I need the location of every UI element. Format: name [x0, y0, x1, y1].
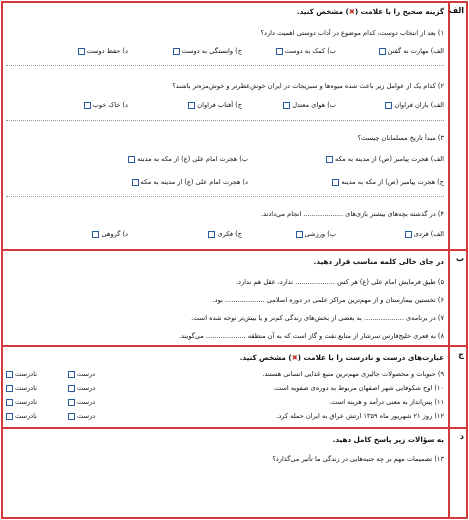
- false-option[interactable]: نادرست: [6, 398, 37, 406]
- true-checkbox[interactable]: [68, 399, 75, 406]
- question-text: ۱۳) تصمیمات مهم بر چه جنبه‌هایی در زندگی ما تأثیر می‌گذارد؟: [272, 455, 444, 463]
- statement-text: ۱۱) پس‌انداز به معنی درآمد و هزینه است.: [329, 398, 444, 406]
- fill-blank-item: ۶) نخستین بیمارستان و از مهم‌ترین مراکز علمی در دوره اسلامی ................... بود.: [212, 296, 444, 304]
- option-checkbox[interactable]: [296, 231, 303, 238]
- true-option[interactable]: درست: [68, 412, 95, 420]
- true-false-row: [6, 412, 444, 422]
- false-checkbox[interactable]: [6, 399, 13, 406]
- option-checkbox[interactable]: [208, 231, 215, 238]
- answer-option[interactable]: د) گروهی: [92, 230, 128, 238]
- answer-option[interactable]: الف) هجرت پیامبر (ص) از مدینه به مکه: [326, 155, 444, 163]
- section-letter: ب: [455, 254, 464, 263]
- answer-option[interactable]: ب) کمک به دوست: [276, 47, 336, 55]
- divider: [6, 65, 444, 66]
- section-letter-column: [448, 429, 466, 517]
- option-checkbox[interactable]: [326, 156, 333, 163]
- option-checkbox[interactable]: [78, 48, 85, 55]
- option-checkbox[interactable]: [92, 231, 99, 238]
- true-checkbox[interactable]: [68, 385, 75, 392]
- section-c: [3, 347, 466, 429]
- true-false-row: [6, 384, 444, 394]
- answer-option[interactable]: ج) هجرت پیامبر (ص) از مکه به مدینه: [332, 178, 444, 186]
- question-text: ۳) مبدأ تاریخ مسلمانان چیست؟: [357, 134, 444, 142]
- question-text: ۱) بعد از انتخاب دوست، کدام موضوع در آداب دوستی اهمیت دارد؟: [260, 29, 444, 37]
- fill-blank-item: ۸) به قعری خلیج‌فارس سرشار از منابع نفت و گاز است که به آن منطقه ................... می‌گویند.: [178, 332, 444, 340]
- answer-option[interactable]: ج) وابستگی به دوست: [173, 47, 242, 55]
- false-option[interactable]: نادرست: [6, 412, 37, 420]
- cross-mark-icon: ✖: [348, 7, 355, 16]
- statement-text: ۱۲) روز ۲۱ شهریور ماه ۱۳۵۹ ارتش عراق به ایران حمله کرد.: [276, 412, 444, 420]
- false-checkbox[interactable]: [6, 371, 13, 378]
- divider: [6, 120, 444, 121]
- answer-option[interactable]: د) خاک خوب: [84, 101, 128, 109]
- option-checkbox[interactable]: [173, 48, 180, 55]
- option-checkbox[interactable]: [132, 179, 139, 186]
- option-checkbox[interactable]: [379, 48, 386, 55]
- answer-option[interactable]: د) هجرت امام علی (ع) از مدینه به مکه: [132, 178, 248, 186]
- question-text: ۴) در گذشته بچه‌های بیشتر بازی‌های ................... انجام می‌دادند.: [260, 210, 444, 218]
- true-option[interactable]: درست: [68, 398, 95, 406]
- true-checkbox[interactable]: [68, 413, 75, 420]
- section-letter: الف: [448, 6, 464, 15]
- section-letter-column: [448, 347, 466, 427]
- statement-text: ۹) حبوبات و محصولات جالیزی مهم‌ترین منبع غذایی انسانی هستند.: [262, 370, 444, 378]
- option-checkbox[interactable]: [385, 102, 392, 109]
- false-checkbox[interactable]: [6, 385, 13, 392]
- true-option[interactable]: درست: [68, 384, 95, 392]
- option-checkbox[interactable]: [276, 48, 283, 55]
- false-option[interactable]: نادرست: [6, 370, 37, 378]
- true-checkbox[interactable]: [68, 371, 75, 378]
- section-letter: د: [459, 432, 464, 441]
- section-letter: ج: [458, 350, 464, 359]
- section-heading: گزینه صحیح را با علامت (✖) مشخص کنید.: [296, 7, 444, 16]
- answer-option[interactable]: ب) هوای معتدل: [283, 101, 336, 109]
- true-false-row: [6, 370, 444, 380]
- section-heading: در جای خالی کلمه مناسب قرار دهید.: [313, 257, 444, 266]
- answer-option[interactable]: ج) آفتاب فراوان: [188, 101, 242, 109]
- answer-option[interactable]: د) حفظ دوست: [78, 47, 129, 55]
- answer-option[interactable]: ب) ورزشی: [296, 230, 336, 238]
- answer-option[interactable]: ج) فکری: [208, 230, 242, 238]
- exam-sheet: [1, 1, 468, 519]
- section-heading: عبارت‌های درست و نادرست را با علامت (✖) مشخص کنید.: [239, 353, 444, 362]
- option-checkbox[interactable]: [405, 231, 412, 238]
- section-letter-column: [448, 3, 466, 249]
- section-d: [3, 429, 466, 517]
- answer-option[interactable]: ب) هجرت امام علی (ع) از مکه به مدینه: [128, 155, 248, 163]
- statement-text: ۱۰) اوج شکوفایی شهر اصفهان مربوط به دوره‌ی صفویه است.: [272, 384, 444, 392]
- fill-blank-item: ۷) در برنامه‌ی ................... به بعضی از بخش‌های زندگی کم‌تر و یا بیش‌تر توجه شده است.: [191, 314, 444, 322]
- option-checkbox[interactable]: [283, 102, 290, 109]
- true-option[interactable]: درست: [68, 370, 95, 378]
- option-checkbox[interactable]: [128, 156, 135, 163]
- question-text: ۲) کدام یک از عوامل زیر باعث شده میوه‌ها و سبزیجات در ایران خوش‌عطرتر و خوش‌مزه‌تر باشند؟: [172, 82, 444, 90]
- true-false-row: [6, 398, 444, 408]
- section-a: [3, 3, 466, 251]
- section-letter-column: [448, 251, 466, 345]
- divider: [6, 196, 444, 197]
- section-b: [3, 251, 466, 347]
- false-checkbox[interactable]: [6, 413, 13, 420]
- answer-option[interactable]: الف) فردی: [405, 230, 444, 238]
- answer-option[interactable]: الف) باران فراوان: [385, 101, 444, 109]
- answer-option[interactable]: الف) مهارت نه گفتن: [379, 47, 444, 55]
- section-heading: به سؤالات زیر پاسخ کامل دهید.: [332, 435, 444, 444]
- fill-blank-item: ۵) طبق فرمایش امام علی (ع) هر کس ................... ندارد، عقل هم ندارد.: [235, 278, 444, 286]
- option-checkbox[interactable]: [332, 179, 339, 186]
- cross-mark-icon: ✖: [291, 353, 298, 362]
- option-checkbox[interactable]: [84, 102, 91, 109]
- option-checkbox[interactable]: [188, 102, 195, 109]
- false-option[interactable]: نادرست: [6, 384, 37, 392]
